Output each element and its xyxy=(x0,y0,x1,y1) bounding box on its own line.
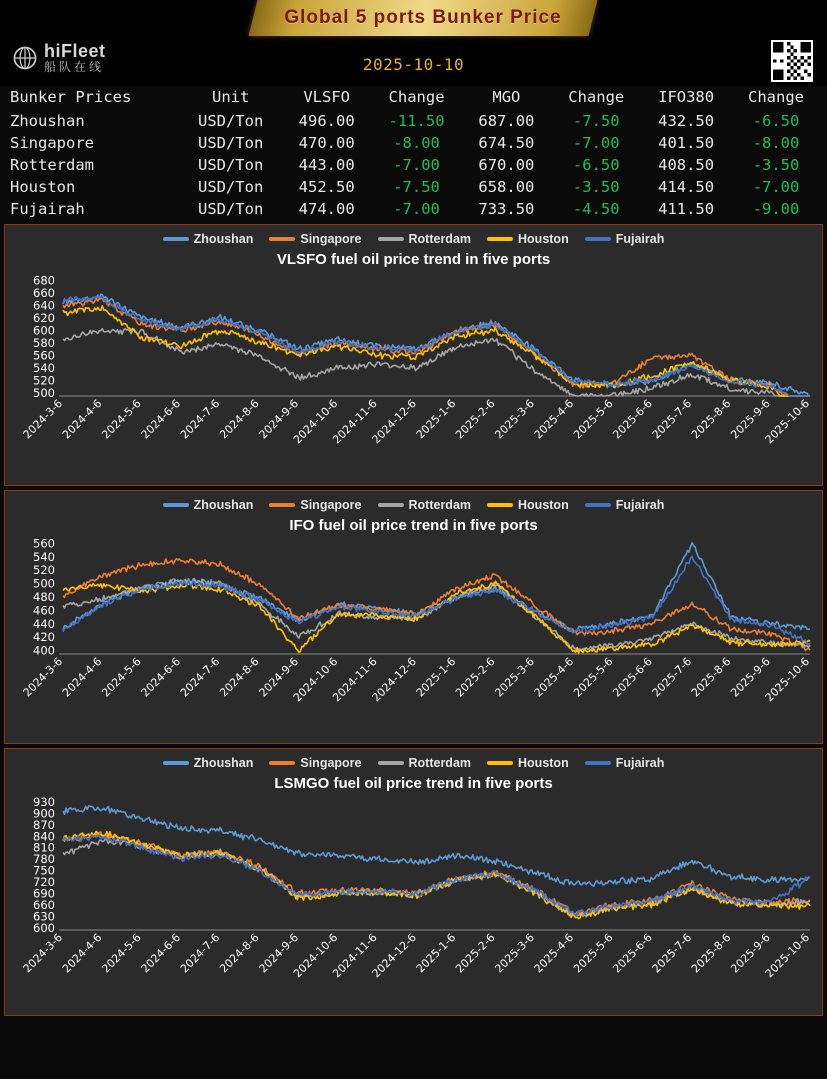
svg-text:2024-4-6: 2024-4-6 xyxy=(59,654,105,700)
cell-unit: USD/Ton xyxy=(197,134,264,152)
legend-swatch-houston xyxy=(487,237,513,241)
cell-vlsfo: 474.00 xyxy=(298,200,355,218)
cell-mgo: 674.50 xyxy=(478,134,535,152)
svg-text:2025-10-6: 2025-10-6 xyxy=(762,930,813,981)
chart-title-vlsfo: VLSFO fuel oil price trend in five ports xyxy=(276,251,551,268)
chart-legend xyxy=(5,225,822,249)
plot-area-lsmgo xyxy=(5,792,822,992)
svg-text:420: 420 xyxy=(33,630,55,645)
chart-title-ifo: IFO fuel oil price trend in five ports xyxy=(289,517,538,534)
legend-item-zhoushan[interactable] xyxy=(163,756,254,770)
svg-text:2025-10-6: 2025-10-6 xyxy=(762,396,813,447)
svg-text:870: 870 xyxy=(33,817,55,832)
logo-text-en: hiFleet xyxy=(44,41,106,61)
svg-text:440: 440 xyxy=(33,616,55,631)
cell-vlsfo-change: -7.00 xyxy=(393,200,440,218)
svg-text:930: 930 xyxy=(33,794,55,809)
svg-text:2025-5-6: 2025-5-6 xyxy=(571,654,616,700)
cell-ifo380-change: -6.50 xyxy=(752,112,800,130)
cell-unit: USD/Ton xyxy=(197,156,264,174)
svg-text:2024-8-6: 2024-8-6 xyxy=(217,396,262,442)
svg-text:2024-5-6: 2024-5-6 xyxy=(99,396,144,442)
legend-item-rotterdam[interactable] xyxy=(378,232,472,246)
svg-text:2024-5-6: 2024-5-6 xyxy=(99,930,144,976)
svg-text:2025-4-6: 2025-4-6 xyxy=(531,930,577,976)
svg-text:2024-6-6: 2024-6-6 xyxy=(138,396,184,442)
cell-vlsfo: 496.00 xyxy=(298,112,355,130)
svg-text:520: 520 xyxy=(33,373,55,388)
legend-label-zhoushan: Zhoushan xyxy=(193,232,254,246)
svg-text:660: 660 xyxy=(33,285,55,300)
cell-vlsfo: 452.50 xyxy=(298,178,355,196)
svg-text:750: 750 xyxy=(33,863,55,878)
svg-text:2024-10-6: 2024-10-6 xyxy=(290,396,341,447)
series-line-rotterdam xyxy=(63,839,810,917)
svg-text:2024-9-6: 2024-9-6 xyxy=(256,930,302,976)
legend-label-zhoushan: Zhoushan xyxy=(193,756,254,770)
svg-text:2025-8-6: 2025-8-6 xyxy=(688,654,734,700)
cell-mgo-change: -4.50 xyxy=(572,200,620,218)
cell-mgo: 670.00 xyxy=(478,156,535,174)
svg-text:680: 680 xyxy=(33,273,55,288)
cell-ifo380: 411.50 xyxy=(658,200,715,218)
svg-text:2024-9-6: 2024-9-6 xyxy=(256,396,302,442)
legend-swatch-houston xyxy=(487,761,513,765)
legend-item-fujairah[interactable] xyxy=(585,498,665,512)
svg-text:2024-6-6: 2024-6-6 xyxy=(138,930,184,976)
legend-item-singapore[interactable] xyxy=(269,498,361,512)
legend-label-singapore: Singapore xyxy=(300,232,362,246)
legend-item-houston[interactable] xyxy=(487,498,569,512)
cell-ifo380: 432.50 xyxy=(658,112,715,130)
legend-item-houston[interactable] xyxy=(487,756,569,770)
cell-vlsfo-change: -8.00 xyxy=(393,134,440,152)
svg-text:2024-6-6: 2024-6-6 xyxy=(138,654,184,700)
svg-text:660: 660 xyxy=(33,898,55,913)
svg-text:560: 560 xyxy=(33,348,55,363)
cell-ifo380-change: -8.00 xyxy=(752,134,800,152)
svg-text:540: 540 xyxy=(33,549,55,564)
svg-text:600: 600 xyxy=(33,921,55,936)
col-header-vlsfo: VLSFO xyxy=(303,88,351,106)
svg-text:630: 630 xyxy=(33,909,55,924)
svg-text:2024-5-6: 2024-5-6 xyxy=(99,654,144,700)
svg-text:2024-3-6: 2024-3-6 xyxy=(20,654,66,700)
svg-text:2025-8-6: 2025-8-6 xyxy=(688,930,734,976)
table-row xyxy=(6,176,821,198)
svg-text:2024-4-6: 2024-4-6 xyxy=(59,396,105,442)
svg-text:2024-8-6: 2024-8-6 xyxy=(217,654,262,700)
svg-text:2024-12-6: 2024-12-6 xyxy=(369,654,419,705)
chart-title-lsmgo: LSMGO fuel oil price trend in five ports xyxy=(274,775,553,792)
col-header-mgo-change: Change xyxy=(568,88,625,106)
svg-text:2024-4-6: 2024-4-6 xyxy=(59,930,105,976)
legend-label-fujairah: Fujairah xyxy=(615,756,665,770)
legend-item-fujairah[interactable] xyxy=(585,756,665,770)
svg-text:2024-11-6: 2024-11-6 xyxy=(330,396,380,447)
col-header-ifo380-change: Change xyxy=(748,88,805,106)
svg-text:2025-8-6: 2025-8-6 xyxy=(688,396,734,442)
cell-mgo: 733.50 xyxy=(478,200,535,218)
cell-vlsfo: 470.00 xyxy=(298,134,355,152)
report-date: 2025-10-10 xyxy=(362,55,465,74)
plot-area-ifo xyxy=(5,534,822,716)
table-header-row xyxy=(6,86,821,110)
legend-label-singapore: Singapore xyxy=(300,756,362,770)
svg-text:2025-4-6: 2025-4-6 xyxy=(531,396,577,442)
svg-text:2024-3-6: 2024-3-6 xyxy=(20,930,66,976)
svg-text:2025-6-6: 2025-6-6 xyxy=(610,396,655,442)
cell-mgo-change: -7.50 xyxy=(572,112,620,130)
legend-swatch-singapore xyxy=(269,237,295,241)
legend-label-singapore: Singapore xyxy=(300,498,362,512)
svg-text:2025-2-6: 2025-2-6 xyxy=(453,396,498,442)
legend-label-houston: Houston xyxy=(518,232,569,246)
legend-item-fujairah[interactable] xyxy=(585,232,665,246)
cell-mgo: 658.00 xyxy=(478,178,535,196)
cell-ifo380: 414.50 xyxy=(658,178,715,196)
svg-text:620: 620 xyxy=(33,310,55,325)
legend-swatch-fujairah xyxy=(585,503,611,507)
bunker-price-table xyxy=(0,86,827,220)
legend-swatch-singapore xyxy=(269,761,295,765)
svg-text:2025-3-6: 2025-3-6 xyxy=(492,654,537,700)
svg-text:2025-1-6: 2025-1-6 xyxy=(413,654,459,700)
svg-text:580: 580 xyxy=(33,335,55,350)
svg-text:560: 560 xyxy=(33,536,55,551)
legend-item-houston[interactable] xyxy=(487,232,569,246)
svg-text:720: 720 xyxy=(33,875,55,890)
chart-panel-vlsfo xyxy=(4,224,823,486)
legend-swatch-rotterdam xyxy=(378,761,404,765)
cell-port: Singapore xyxy=(10,134,94,152)
svg-text:2025-2-6: 2025-2-6 xyxy=(453,930,498,976)
svg-text:2025-10-6: 2025-10-6 xyxy=(762,654,813,705)
chart-panel-lsmgo xyxy=(4,748,823,1016)
legend-label-rotterdam: Rotterdam xyxy=(408,756,472,770)
legend-swatch-singapore xyxy=(269,503,295,507)
series-line-singapore xyxy=(63,559,810,651)
col-header-mgo: MGO xyxy=(492,88,521,106)
svg-text:2024-12-6: 2024-12-6 xyxy=(369,930,419,981)
svg-text:2025-9-6: 2025-9-6 xyxy=(728,396,773,442)
legend-swatch-rotterdam xyxy=(378,237,404,241)
cell-ifo380-change: -9.00 xyxy=(752,200,800,218)
svg-text:2025-4-6: 2025-4-6 xyxy=(531,654,577,700)
cell-port: Fujairah xyxy=(10,200,85,218)
cell-unit: USD/Ton xyxy=(197,112,264,130)
svg-text:2025-5-6: 2025-5-6 xyxy=(571,930,616,976)
cell-vlsfo: 443.00 xyxy=(298,156,355,174)
cell-ifo380-change: -3.50 xyxy=(752,156,800,174)
col-header-vlsfo-change: Change xyxy=(388,88,445,106)
cell-port: Houston xyxy=(10,178,76,196)
col-header-unit: Unit xyxy=(211,88,250,106)
chart-legend xyxy=(5,749,822,773)
series-line-zhoushan xyxy=(63,806,810,886)
legend-label-houston: Houston xyxy=(518,756,569,770)
svg-text:2024-8-6: 2024-8-6 xyxy=(217,930,262,976)
legend-label-fujairah: Fujairah xyxy=(615,498,665,512)
col-header-bunker-prices: Bunker Prices xyxy=(10,88,132,106)
series-line-houston xyxy=(63,581,810,653)
legend-item-rotterdam[interactable] xyxy=(378,756,472,770)
legend-item-rotterdam[interactable] xyxy=(378,498,472,512)
legend-swatch-houston xyxy=(487,503,513,507)
legend-label-fujairah: Fujairah xyxy=(615,232,665,246)
svg-text:780: 780 xyxy=(33,852,55,867)
table-row xyxy=(6,132,821,154)
legend-swatch-zhoushan xyxy=(163,761,189,765)
cell-ifo380: 401.50 xyxy=(658,134,715,152)
svg-text:2024-11-6: 2024-11-6 xyxy=(330,654,380,705)
table-row xyxy=(6,110,821,132)
svg-text:480: 480 xyxy=(33,590,55,604)
series-line-rotterdam xyxy=(63,579,810,651)
cell-mgo-change: -6.50 xyxy=(572,156,620,174)
svg-text:2025-3-6: 2025-3-6 xyxy=(492,396,537,442)
svg-text:640: 640 xyxy=(33,298,55,313)
plot-area-vlsfo xyxy=(5,268,822,458)
cell-ifo380-change: -7.00 xyxy=(752,178,800,196)
svg-text:2025-6-6: 2025-6-6 xyxy=(610,654,655,700)
svg-text:2024-10-6: 2024-10-6 xyxy=(290,654,341,705)
legend-label-houston: Houston xyxy=(518,498,569,512)
svg-text:2024-3-6: 2024-3-6 xyxy=(20,396,66,442)
col-header-ifo380: IFO380 xyxy=(658,88,715,106)
svg-text:2025-2-6: 2025-2-6 xyxy=(453,654,498,700)
cell-vlsfo-change: -7.50 xyxy=(393,178,440,196)
series-line-rotterdam xyxy=(63,329,810,396)
svg-text:2025-9-6: 2025-9-6 xyxy=(728,930,773,976)
svg-text:2024-12-6: 2024-12-6 xyxy=(369,396,419,447)
table-row xyxy=(6,154,821,176)
cell-mgo-change: -3.50 xyxy=(572,178,620,196)
cell-vlsfo-change: -7.00 xyxy=(393,156,440,174)
cell-unit: USD/Ton xyxy=(197,200,264,218)
svg-text:2025-6-6: 2025-6-6 xyxy=(610,930,655,976)
svg-text:840: 840 xyxy=(33,829,55,844)
svg-text:2024-11-6: 2024-11-6 xyxy=(330,930,380,981)
series-line-fujairah xyxy=(63,835,810,915)
cell-vlsfo-change: -11.50 xyxy=(388,112,445,130)
qr-code[interactable] xyxy=(771,40,813,82)
cell-mgo-change: -7.00 xyxy=(572,134,620,152)
cell-mgo: 687.00 xyxy=(478,112,535,130)
svg-text:2024-7-6: 2024-7-6 xyxy=(177,396,223,442)
series-line-singapore xyxy=(63,832,810,915)
svg-text:2025-7-6: 2025-7-6 xyxy=(649,654,695,700)
svg-text:2025-3-6: 2025-3-6 xyxy=(492,930,537,976)
legend-item-singapore[interactable] xyxy=(269,232,361,246)
svg-text:2024-9-6: 2024-9-6 xyxy=(256,654,302,700)
chart-legend xyxy=(5,491,822,515)
legend-swatch-fujairah xyxy=(585,237,611,241)
svg-text:690: 690 xyxy=(33,886,55,901)
series-line-zhoushan xyxy=(63,294,810,396)
svg-text:810: 810 xyxy=(33,840,55,855)
cell-port: Rotterdam xyxy=(10,156,94,174)
svg-text:2024-7-6: 2024-7-6 xyxy=(177,930,223,976)
legend-swatch-fujairah xyxy=(585,761,611,765)
logo-text-cn: 船队在线 xyxy=(44,59,105,74)
svg-text:2025-5-6: 2025-5-6 xyxy=(571,396,616,442)
svg-text:2025-9-6: 2025-9-6 xyxy=(728,654,773,700)
table-row xyxy=(6,198,821,220)
legend-swatch-zhoushan xyxy=(163,237,189,241)
svg-text:2024-10-6: 2024-10-6 xyxy=(290,930,341,981)
svg-text:2025-1-6: 2025-1-6 xyxy=(413,930,459,976)
legend-label-rotterdam: Rotterdam xyxy=(408,498,472,512)
svg-text:2025-1-6: 2025-1-6 xyxy=(413,396,459,442)
series-line-fujairah xyxy=(63,556,810,645)
legend-label-rotterdam: Rotterdam xyxy=(408,232,472,246)
report-header xyxy=(0,0,827,86)
chart-panel-ifo xyxy=(4,490,823,744)
svg-text:2025-7-6: 2025-7-6 xyxy=(649,930,695,976)
svg-text:2024-7-6: 2024-7-6 xyxy=(177,654,223,700)
svg-text:520: 520 xyxy=(33,563,55,578)
svg-text:500: 500 xyxy=(33,385,55,400)
legend-item-singapore[interactable] xyxy=(269,756,361,770)
svg-text:460: 460 xyxy=(33,603,55,618)
page-title: Global 5 ports Bunker Price xyxy=(284,7,562,28)
svg-text:600: 600 xyxy=(33,323,55,338)
series-line-houston xyxy=(63,831,810,918)
svg-text:400: 400 xyxy=(33,643,55,658)
legend-swatch-rotterdam xyxy=(378,503,404,507)
cell-port: Zhoushan xyxy=(10,112,85,130)
svg-text:500: 500 xyxy=(33,576,55,591)
cell-unit: USD/Ton xyxy=(197,178,264,196)
legend-item-zhoushan[interactable] xyxy=(163,232,254,246)
svg-text:540: 540 xyxy=(33,360,55,375)
legend-item-zhoushan[interactable] xyxy=(163,498,254,512)
cell-ifo380: 408.50 xyxy=(658,156,715,174)
legend-label-zhoushan: Zhoushan xyxy=(193,498,254,512)
svg-text:900: 900 xyxy=(33,806,55,821)
svg-text:2025-7-6: 2025-7-6 xyxy=(649,396,695,442)
legend-swatch-zhoushan xyxy=(163,503,189,507)
